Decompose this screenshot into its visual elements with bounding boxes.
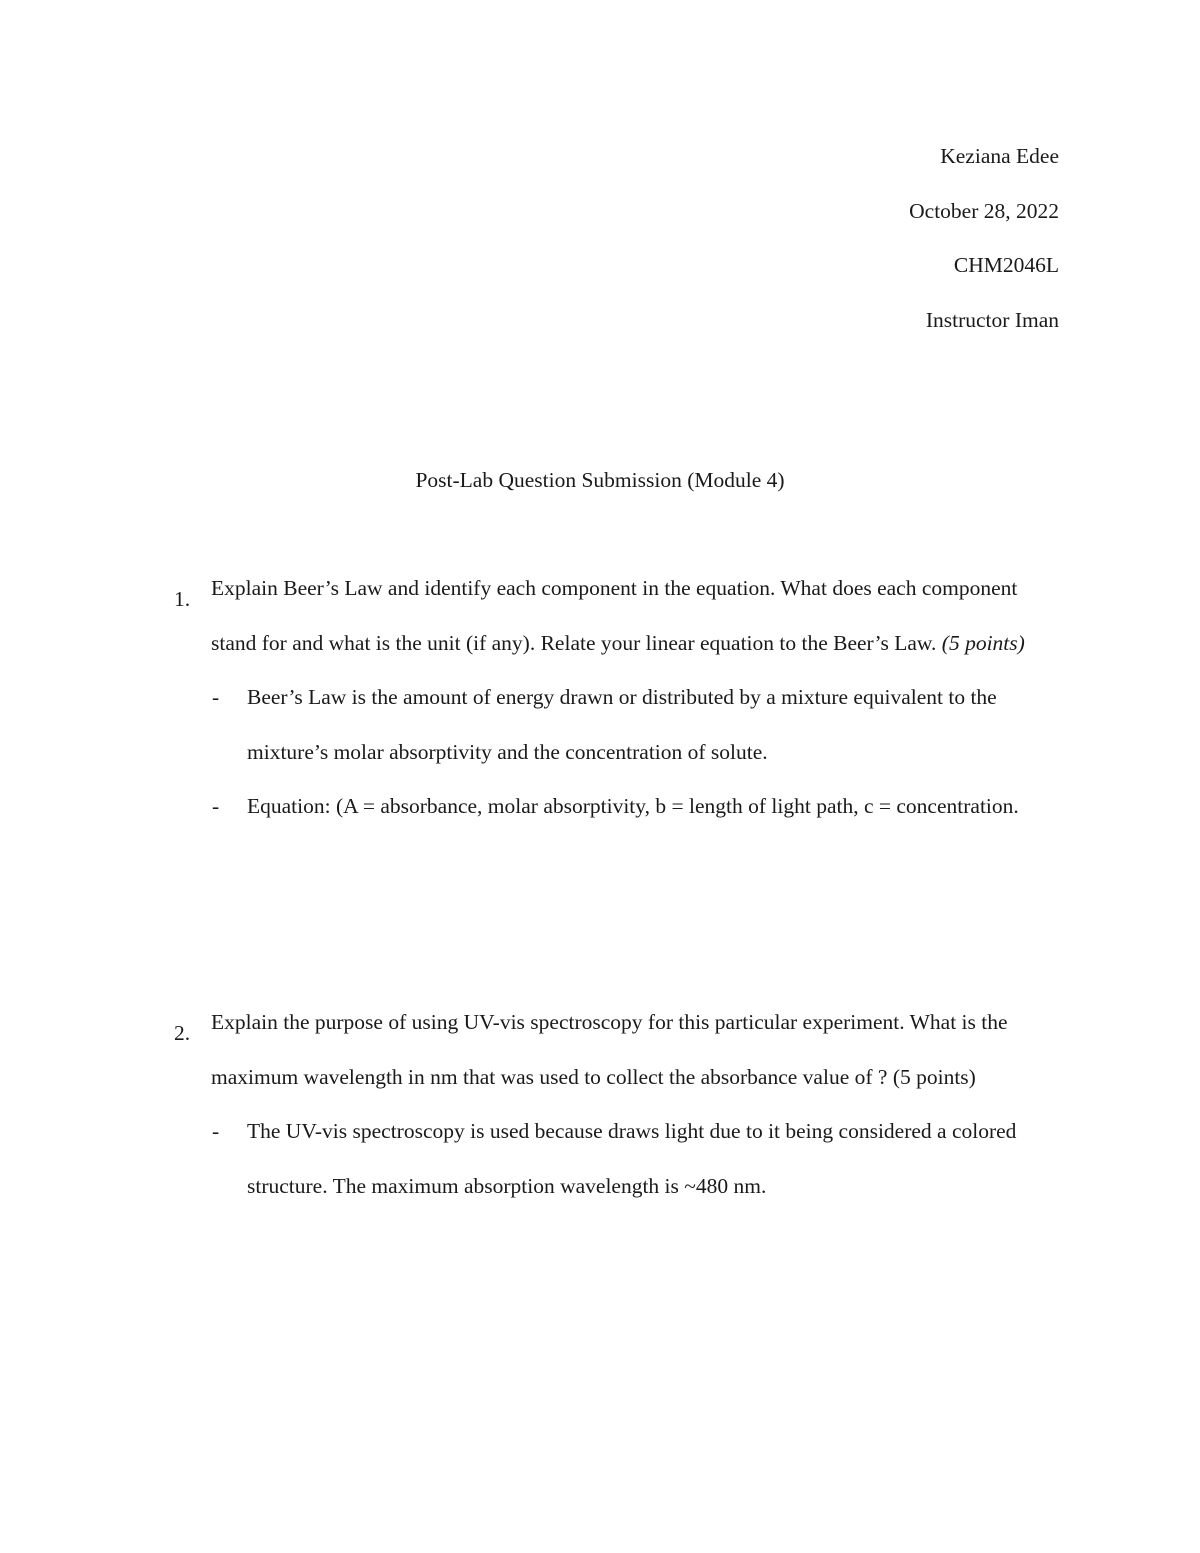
answer-bullet: -: [212, 685, 220, 709]
question-number: 2.: [174, 1021, 191, 1045]
submission-date: October 28, 2022: [909, 198, 1059, 223]
question-points: (5 points): [941, 630, 1025, 655]
answer-text: The UV-vis spectroscopy is used because draws light due to it being considered a colored structure. The maximum absorption wavelength is ~480 nm.: [247, 1119, 1017, 1198]
answer-item: [212, 779, 1064, 834]
answer-item: [212, 670, 1064, 779]
answer-bullet: -: [212, 1119, 220, 1143]
question-prompt: Explain Beer’s Law and identify each component in the equation. What does each component stand for and what is the unit (if any). Relate your linear equation to the Beer’s Law.: [211, 576, 1018, 655]
question-number: 1.: [174, 587, 191, 611]
answer-text: Equation: (A = absorbance, molar absorptivity, b = length of light path, c = concentration.: [247, 794, 1019, 818]
instructor-name: Instructor Iman: [925, 307, 1059, 332]
question-text: [211, 995, 1064, 1104]
course-code: CHM2046L: [953, 253, 1059, 277]
student-header: [909, 140, 1059, 358]
answer-bullet: -: [212, 794, 220, 818]
question-text: [211, 561, 1064, 670]
student-name: Keziana Edee: [940, 144, 1059, 168]
answer-text: Beer’s Law is the amount of energy drawn or distributed by a mixture equivalent to the mixture’s molar absorptivity and the concentration of solute.: [247, 685, 997, 764]
question-prompt: Explain the purpose of using UV-vis spectroscopy for this particular experiment. What is the maximum wavelength in nm that was used to collect the absorbance value of ? (5 points): [211, 1010, 1008, 1089]
question-2: [174, 1006, 1064, 1213]
question-1: [174, 572, 1064, 834]
answer-item: [212, 1104, 1064, 1213]
document-title: Post-Lab Question Submission (Module 4): [415, 468, 785, 492]
